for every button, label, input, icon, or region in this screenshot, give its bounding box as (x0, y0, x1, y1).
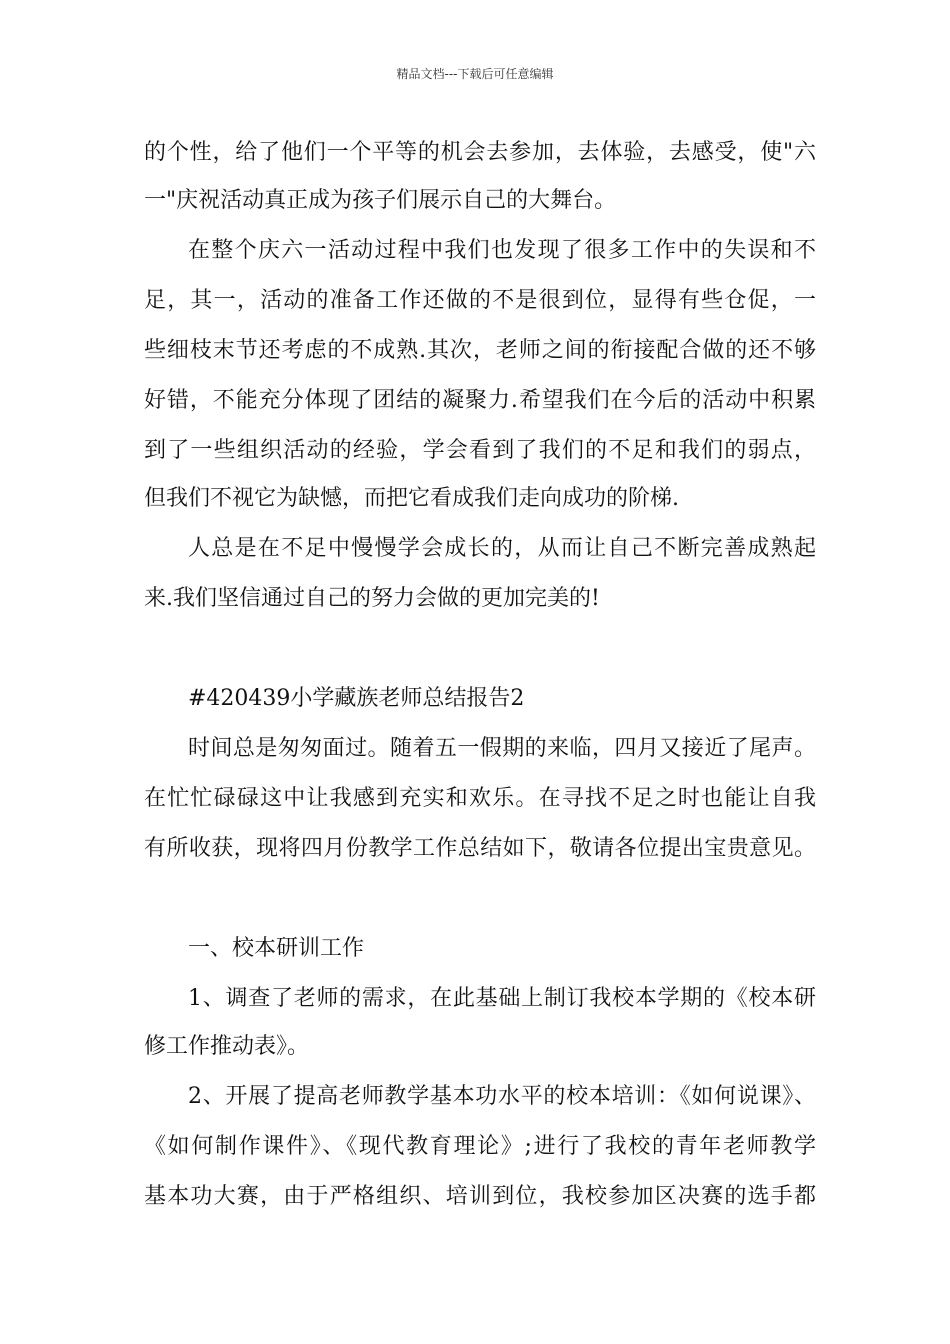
text-line: 人总是在不足中慢慢学会成长的，从而让自己不断完善成熟起 (188, 536, 816, 561)
text-line: 时间总是匆匆面过。随着五一假期的来临，四月又接近了尾声。 (188, 736, 816, 761)
text-line: 些细枝末节还考虑的不成熟.其次，老师之间的衔接配合做的还不够 (144, 338, 816, 363)
text-line: 一"庆祝活动真正成为孩子们展示自己的大舞台。 (144, 188, 617, 213)
text-line: 的个性，给了他们一个平等的机会去参加，去体验，去感受，使"六 (144, 140, 816, 165)
text-line: 1、调查了老师的需求，在此基础上制订我校本学期的《校本研 (188, 986, 816, 1011)
text-line: 在整个庆六一活动过程中我们也发现了很多工作中的失误和不 (188, 238, 816, 263)
subheading: 一、校本研训工作 (188, 936, 365, 961)
text-line: 有所收获，现将四月份教学工作总结如下，敬请各位提出宝贵意见。 (144, 836, 816, 861)
text-line: 修工作推动表》。 (144, 1034, 310, 1059)
text-line: 在忙忙碌碌这中让我感到充实和欢乐。在寻找不足之时也能让自我 (144, 786, 816, 811)
text-line: 来.我们坚信通过自己的努力会做的更加完美的! (144, 586, 600, 611)
text-line: 到了一些组织活动的经验，学会看到了我们的不足和我们的弱点， (144, 438, 816, 463)
section-title: #420439小学藏族老师总结报告2 (188, 686, 525, 711)
page-header: 精品文档---下载后可任意编辑 (396, 67, 554, 81)
text-line: 好错，不能充分体现了团结的凝聚力.希望我们在今后的活动中积累 (144, 388, 816, 413)
text-line: 《如何制作课件》、《现代教育理论》;进行了我校的青年老师教学 (144, 1134, 816, 1159)
text-line: 基本功大赛，由于严格组织、培训到位，我校参加区决赛的选手都 (144, 1184, 816, 1209)
text-line: 但我们不视它为缺憾，而把它看成我们走向成功的阶梯. (144, 486, 679, 511)
text-line: 足，其一，活动的准备工作还做的不是很到位，显得有些仓促，一 (144, 288, 816, 313)
text-line: 2、开展了提高老师教学基本功水平的校本培训：《如何说课》、 (188, 1084, 816, 1109)
